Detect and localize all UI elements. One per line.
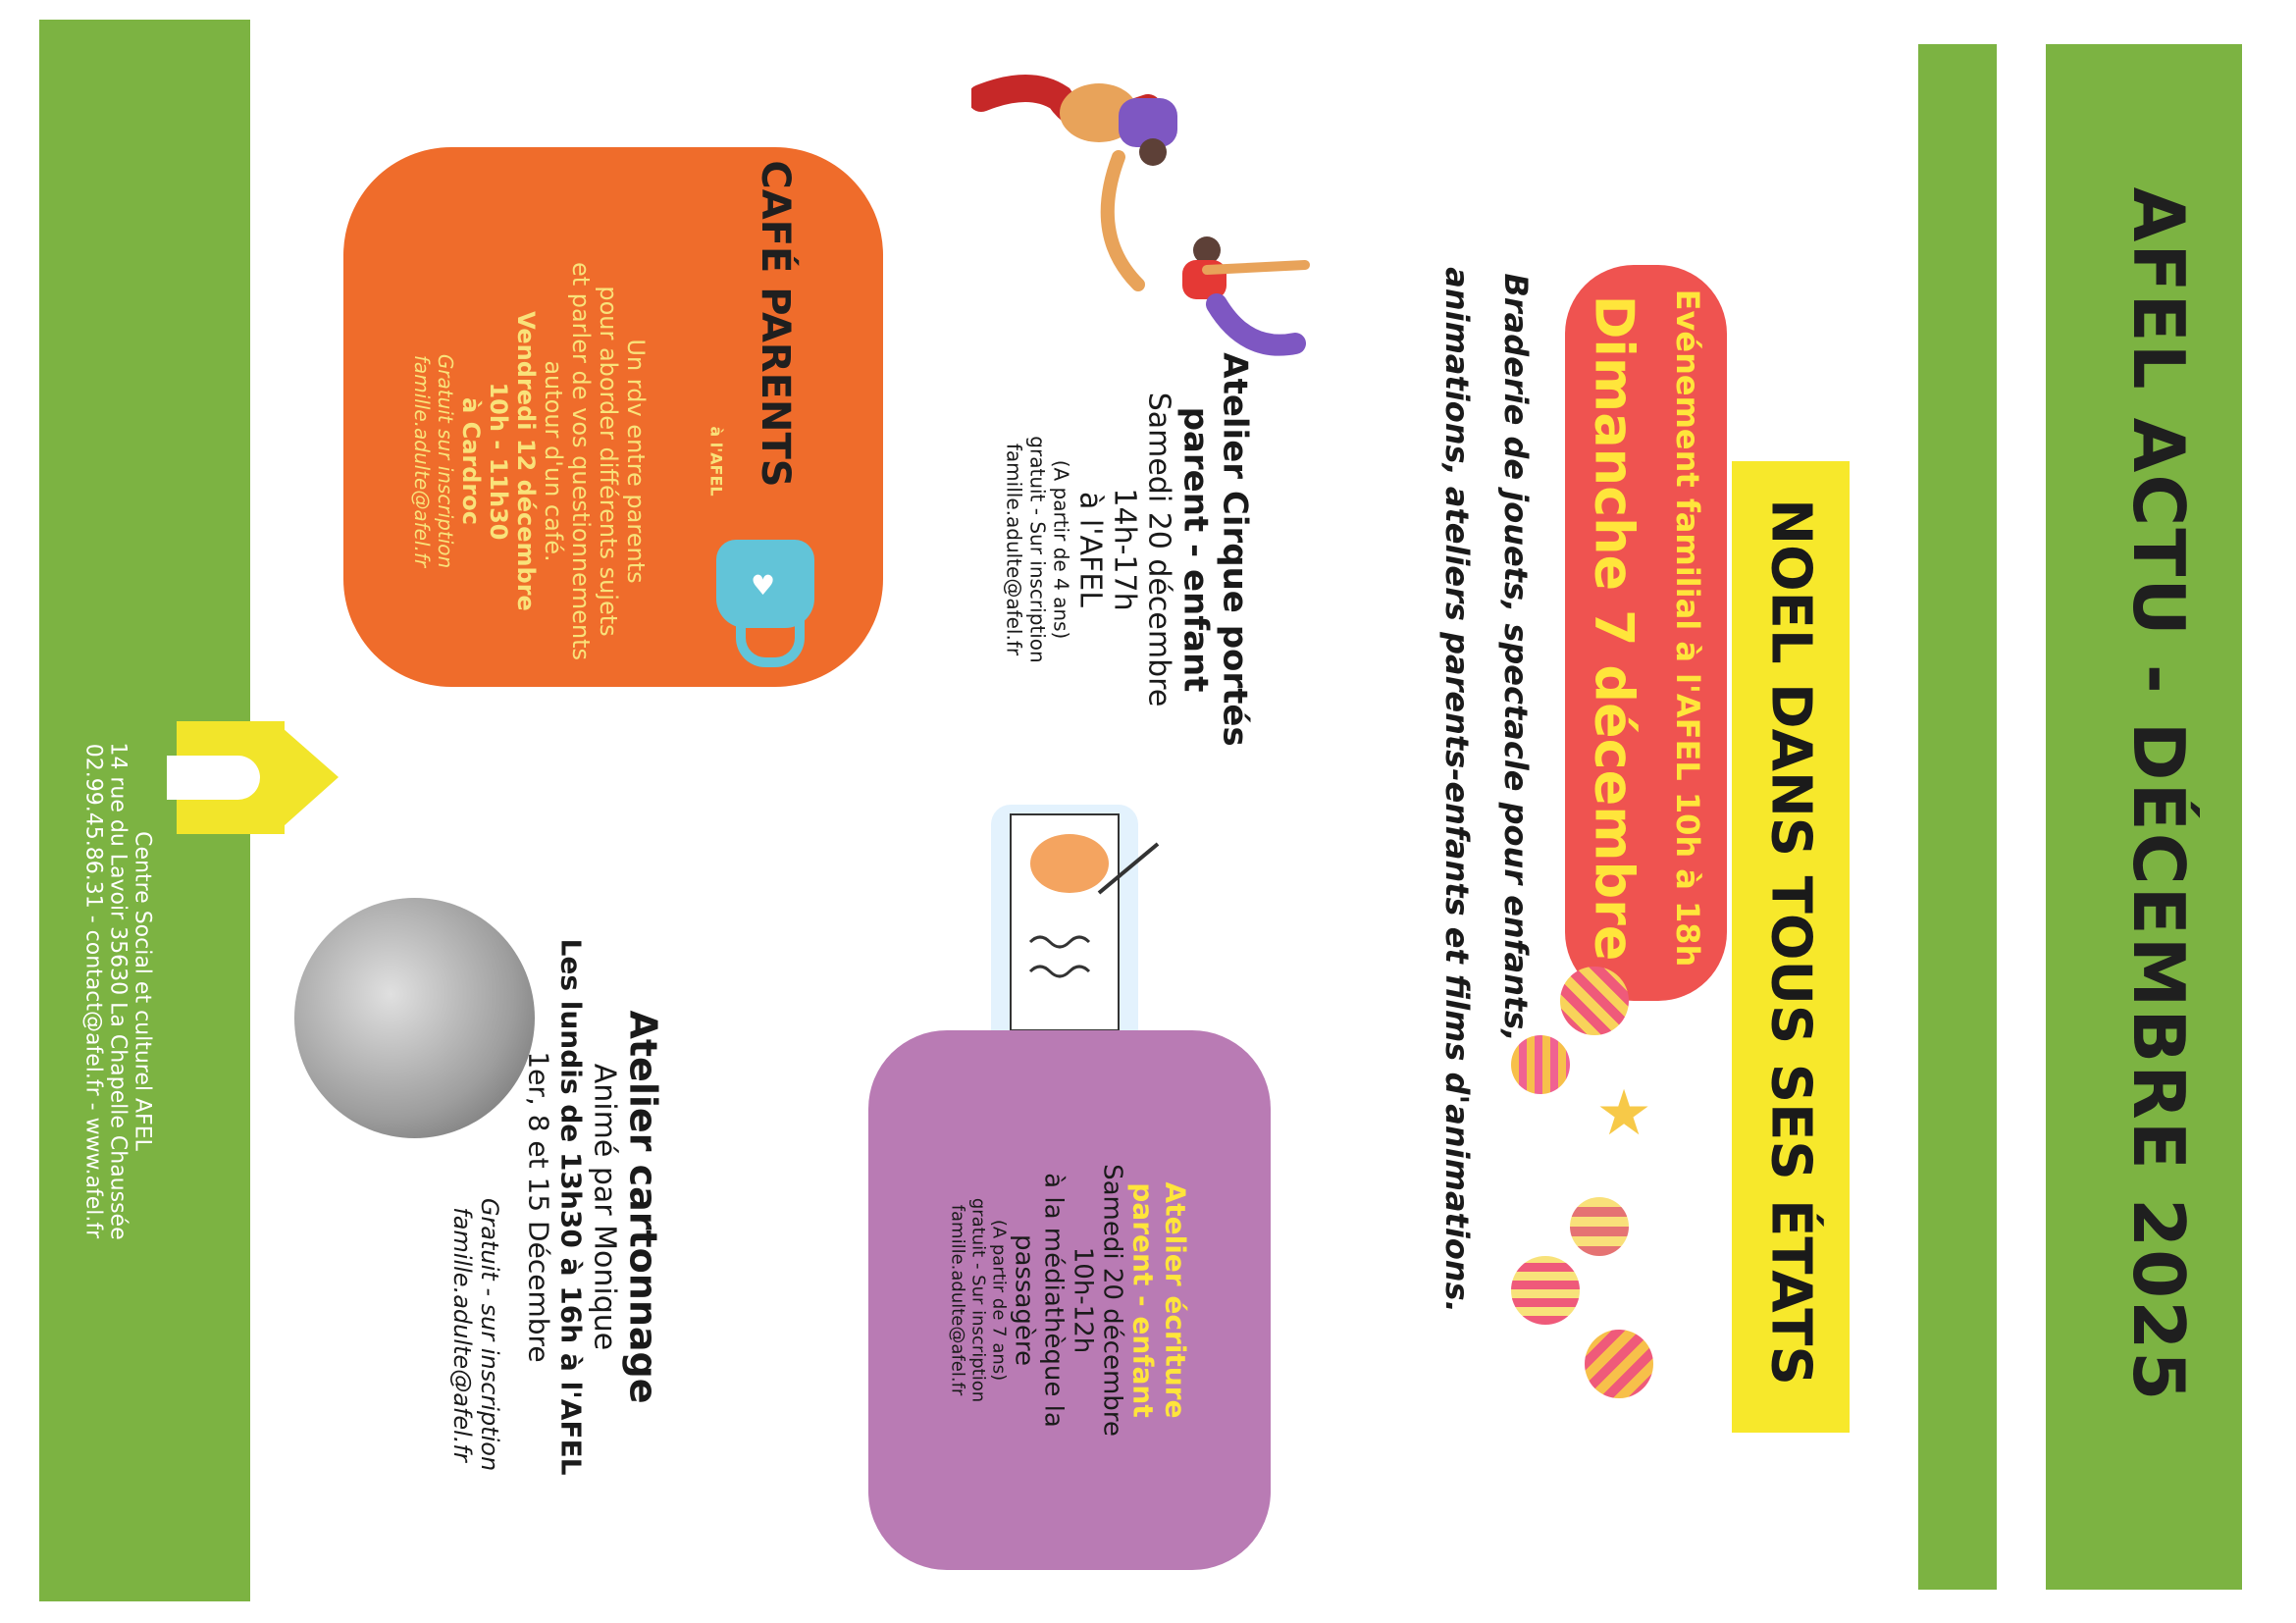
page-title: AFEL ACTU - DÉCEMBRE 2025 — [2117, 186, 2200, 1403]
ecriture-text-box — [888, 1070, 1251, 1531]
ecriture-time: 10h-12h — [1068, 1246, 1098, 1354]
ecriture-place-2: passagère — [1009, 1233, 1039, 1367]
cafe-info: Gratuit sur inscription — [434, 353, 457, 569]
footer-line-2: 14 rue du Lavoir 35630 La Chapelle Chaussée — [105, 742, 130, 1240]
cirque-time: 14h-17h — [1107, 488, 1142, 611]
footer-box — [59, 510, 177, 1472]
cafe-title-box — [731, 160, 819, 488]
noel-date-box — [1575, 275, 1653, 981]
cafe-time: 10h - 11h30 — [485, 382, 512, 541]
cafe-email: famille.adulte@afel.fr — [410, 354, 434, 568]
cartonnage-schedule: Les lundis de 13h30 à 16h à l'AFEL — [554, 938, 588, 1476]
cafe-title: CAFÉ PARENTS — [753, 160, 798, 488]
christmas-bauble-icon — [1560, 967, 1629, 1035]
ecriture-info: gratuit - Sur inscription — [967, 1197, 989, 1403]
cafe-date: Vendredi 12 décembre — [512, 311, 540, 611]
cafe-subtitle: à l'AFEL — [706, 426, 726, 497]
noel-description-1: Braderie de jouets, spectacle pour enfants, — [1497, 273, 1535, 1042]
cafe-desc-2: pour aborder différents sujets — [595, 286, 622, 637]
cirque-title-2: parent - enfant — [1175, 406, 1216, 693]
footer-text — [81, 510, 155, 1472]
coffee-cup-icon: ♥ — [706, 540, 834, 657]
christmas-bauble-icon — [1585, 1330, 1653, 1398]
cirque-title-1: Atelier Cirque portés — [1215, 352, 1255, 747]
ecriture-date: Samedi 20 décembre — [1097, 1164, 1127, 1437]
noel-date: Dimanche 7 décembre — [1583, 294, 1645, 962]
cirque-date: Samedi 20 décembre — [1141, 392, 1176, 707]
cirque-info: gratuit - Sur inscription — [1025, 436, 1050, 663]
ecriture-email: famille.adulte@afel.fr — [947, 1204, 968, 1396]
ecriture-age: (A partir de 7 ans) — [988, 1219, 1010, 1382]
cafe-desc-4: autour d'un café. — [540, 360, 567, 562]
cirque-place: à l'AFEL — [1072, 492, 1108, 607]
cafe-desc-3: et parler de vos questionnements — [567, 261, 595, 661]
right-white-gap — [1997, 29, 2046, 1599]
cartonnage-animator: Animé par Monique — [587, 1063, 622, 1351]
cirque-text — [1003, 343, 1255, 756]
cartonnage-info-box — [432, 1168, 520, 1501]
christmas-bauble-icon — [1511, 1256, 1580, 1325]
cafe-place: à Cardroc — [457, 397, 485, 525]
christmas-bauble-icon — [1570, 1197, 1629, 1256]
ecriture-place-1: à la médiathèque la — [1038, 1173, 1069, 1428]
cafe-text-box — [363, 255, 697, 667]
logo-icon — [167, 721, 343, 834]
cafe-desc-1: Un rdv entre parents — [622, 339, 650, 584]
cirque-block — [952, 343, 1305, 756]
cafe-subtitle-box — [697, 412, 736, 510]
noel-description-2: animations, ateliers parents-enfants et films d'animations. — [1438, 267, 1476, 1313]
cirque-age: (A partir de 4 ans) — [1049, 459, 1073, 640]
cafe-text — [410, 255, 650, 667]
ecriture-text — [948, 1070, 1192, 1531]
christmas-bauble-icon — [1511, 1035, 1570, 1094]
noel-banner-box — [1732, 498, 1850, 1386]
ecriture-title-2: parent - enfant — [1126, 1182, 1160, 1418]
star-icon: ★ — [1595, 1077, 1652, 1150]
footer-line-1: Centre Social et culturel AFEL — [130, 831, 155, 1151]
writing-illustration — [971, 785, 1168, 1070]
cartonnage-title: Atelier cartonnage — [621, 1010, 665, 1404]
noel-event-line-box — [1658, 275, 1717, 981]
cartonnage-dates: 1er, 8 et 15 Décembre — [522, 1051, 555, 1363]
acrobats-illustration — [971, 59, 1344, 373]
footer-line-3: 02.99.45.86.31 - contact@afel.fr - www.afel.fr — [80, 743, 106, 1239]
page-title-box — [2100, 157, 2218, 1433]
ecriture-title-1: Atelier écriture — [1159, 1181, 1192, 1419]
noel-desc2-box — [1428, 267, 1487, 1313]
cartonnage-text — [523, 913, 665, 1501]
cartonnage-info-text — [448, 1168, 503, 1501]
cartonnage-info: Gratuit - sur inscription — [476, 1197, 503, 1472]
noel-banner-text: NOEL DANS TOUS SES ÉTATS — [1758, 498, 1823, 1386]
cirque-email: famille.adulte@afel.fr — [1002, 443, 1026, 656]
noel-desc1-box — [1482, 275, 1550, 1040]
noel-event-line: Evénement familial à l'AFEL 10h à 18h — [1669, 288, 1706, 968]
cartonnage-email: famille.adulte@afel.fr — [448, 1207, 476, 1462]
